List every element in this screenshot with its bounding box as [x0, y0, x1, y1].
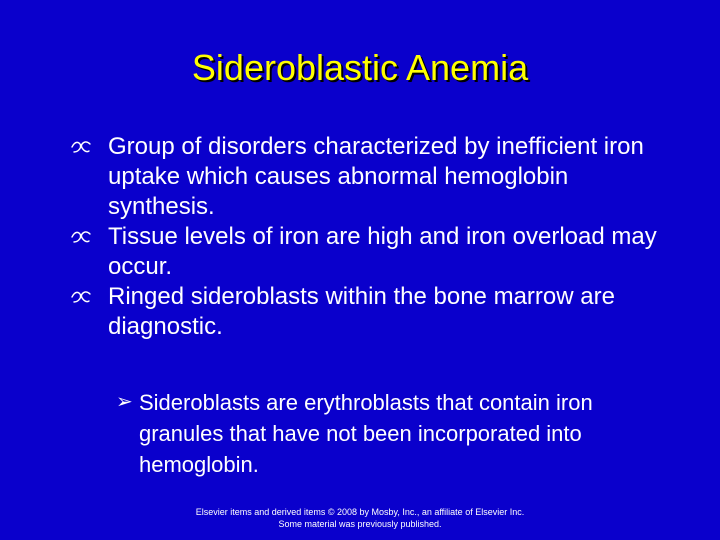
bullet-text: Ringed sideroblasts within the bone marrow are diagnostic.	[108, 283, 615, 340]
bullet-item	[0, 222, 720, 282]
fleuron-icon	[70, 288, 92, 306]
sub-bullet-list	[0, 387, 720, 480]
footer-line: Some material was previously published.	[278, 519, 442, 529]
fleuron-icon	[70, 138, 92, 156]
bullet-item	[0, 132, 720, 222]
arrowhead-icon: ➢	[116, 391, 133, 413]
footer	[0, 506, 720, 530]
fleuron-icon	[70, 228, 92, 246]
bullet-item	[0, 282, 720, 342]
bullet-list	[0, 132, 720, 342]
sub-bullet-item	[0, 387, 720, 480]
footer-line: Elsevier items and derived items © 2008 by Mosby, Inc., an affiliate of Elsevier Inc.	[195, 507, 525, 517]
slide-title: Sideroblastic Anemia	[191, 47, 529, 88]
sub-bullet-text: Sideroblasts are erythroblasts that contain iron granules that have not been incorporated into hemoglobin.	[139, 390, 593, 477]
bullet-text: Group of disorders characterized by inefficient iron uptake which causes abnormal hemoglobin synthesis.	[108, 133, 644, 220]
bullet-text: Tissue levels of iron are high and iron overload may occur.	[108, 223, 657, 280]
